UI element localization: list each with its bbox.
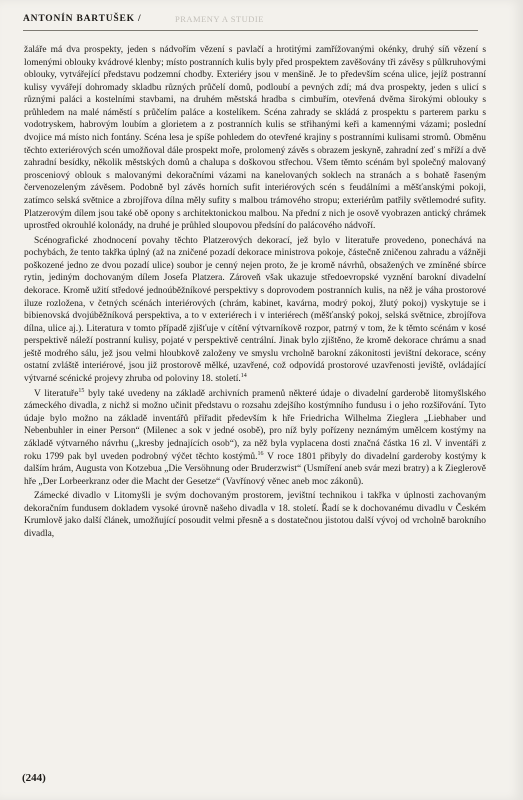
text-run: V literatuře <box>34 388 79 399</box>
text-run: byly také uvedeny na základě archivních pramenů některé údaje o divadelní garderobě litomyšlského zámeckého divadla, z nichž si možno učinit představu o rozsahu zdejšího kostýmního fundusu i o jeho rozšiřování. Tyto údaje bylo možno na základě inventářů přiřadit především k hře Friedricha Wilhelma Zieglera „Liebhaber und Nebenbuhler in einer Person“ (Milenec a sok v jedné osobě), pro níž byly pořízeny neznámým umělcem kostýmy na základě výtvarného návrhu („kresby jednajících osob“), za něž byla vyplacena dosti značná částka 16 zl. V inventáři z roku 1799 pak byl uveden podrobný výčet těchto kostýmů. <box>24 388 486 462</box>
paragraph <box>24 490 486 540</box>
text-run: žaláře má dva prospekty, jeden s nádvořím vězení s pavlačí a hrotitými zamřížovanými okénky, druhý síň vězení s lomenými oblouky kvádrové klenby; místo postranních kulis byly před prospektem zavěšovány tři závěsy s půlkruhovými oblouky, vytvářející představu podzemní chodby. Exteriéry jsou v menšině. Je to především scéna ulice, jejíž postranní kulisy vyvářejí dohromady skladbu různých průčelí domů, podloubí a pevných zdí; má dva prospekty, jeden s ulicí s různými paláci a kostelními stavbami, na druhém městská hradba s cimbuřím, otevřená dvěma širokými oblouky s průhledem na malé náměstí s průčelím paláce a kostelíkem. Scéna zahrady se skládá z prospektu s parterem parku s vodotryskem, habrovým loubím a glorietem a z postranních kulis se střihanými keři a kamennými vázami; poslední dvojice má místo nich fontány. Scéna lesa je spíše pohledem do otevřené krajiny s postranními kulisami stromů. Obměnu těchto exteriérových scén umožňoval dále prospekt moře, prolomený závěs s obrazem jeskyně, zahradní zeď s mříží a dvě zahradní besídky, několik městských domů a chalupa s doškovou střechou. Všem těmto scénám byl společný malovaný prosceniový oblouk s malovanými dekoračními vázami na kanelovaných soklech na stranách a s bohatě řaseným červenozeleným závěsem. Podobně byl závěs horních sufit interiérových scén s feudálními a měšťanskými pokoji, zatímco selská světnice a zbrojířova dílna měly sufity s malbou trámového stropu; exteriérům patřily světlemodré sufity. Platzerovým dílem jsou také obě opony s architektonickou malbou. Na přední z nich je osově vyobrazen antický chrámek uprostřed okrouhlé kolonády, na druhé je průhled sloupovou předsíní do palácového nádvoří. <box>24 45 486 232</box>
page-number: (244) <box>22 772 46 784</box>
body-text <box>24 44 486 543</box>
facing-page-bleed-text: PRAMENY A STUDIE <box>175 14 264 24</box>
footnote-marker: 15 <box>78 387 85 394</box>
text-run: Scénografické zhodnocení povahy těchto Platzerových dekorací, jež bylo v literatuře provedeno, ponechává na pochybách, že tento takřka úplný (až na zničené pozadí dekorace ministrova pokoje, částečně zničenou zahradu a vážněji poškozené jedno ze dvou pozadí ulice) soubor je cenný nejen proto, že je kromě návrhů, obsažených ve zmíněné sbírce rytin, jediným dochovaným dílem Josefa Platzera. Zároveň však ukazuje středoevropské vyznění barokní divadelní dekorace. Kromě užití středové jednoúběžníkové perspektivy s doprovodem postranních kulis, na něž je váha prostorové iluze rozložena, v četných scénách interiérových (chrám, kabinet, kavárna, modrý pokoj, žlutý pokoj) vyskytuje se i bibienovská dvojúběžníková perspektiva, a to v exteriérech i v interiérech (měšťanský pokoj, selská světnice, zbrojířova dílna, ulice aj.). Literatura v tomto případě zjišťuje v cítění výtvarníkově rozpor, patrný v tom, že k těmto scénám v kosé perspektivě náleží postranní kulisy, pojaté v perspektivě centrální. Jinak bylo zjištěno, že kromě dekorace chrámu a snad ještě modrého sálu, jež jsou velmi hloubkově založeny ve smyslu vrcholně barokní zákonitosti jevištní dekorace, scény ostatní zvláště interiérové, jsou již prostorově mělké, uzavřené, což odpovídá prostorové uzavřenosti jeviště, ovládající výtvarné scénické projevy zhruba od poloviny 18. století. <box>24 235 486 385</box>
paragraph <box>24 44 486 233</box>
paragraph <box>24 388 486 489</box>
header-rule <box>23 30 478 31</box>
text-run: V roce 1801 přibyly do divadelní garderoby kostýmy k dalším hrám, Augusta von Kotzebua „Die Versöhnung oder Bruderzwist“ (Usmíření aneb svár mezi bratry) a k Zieglerově hře „Der Lorbeerkranz oder die Macht der Gesetze“ (Vavřínový věnec aneb moc zákonů). <box>24 451 486 487</box>
paragraph <box>24 235 486 386</box>
text-run: Zámecké divadlo v Litomyšli je svým dochovaným prostorem, jevištní technikou i takřka v úplnosti zachovaným dekoračním fundusem dokladem vysoké úrovně našeho divadla v 18. století. Řadí se k dochovanému divadlu v Českém Krumlově jako další článek, umožňující posoudit velmi přesně a s dostatečnou jistotou další vývoj od vrcholně barokního divadla, <box>24 491 486 539</box>
running-head: ANTONÍN BARTUŠEK / <box>23 14 142 24</box>
footnote-marker: 16 <box>257 450 264 457</box>
footnote-marker: 14 <box>240 372 247 379</box>
